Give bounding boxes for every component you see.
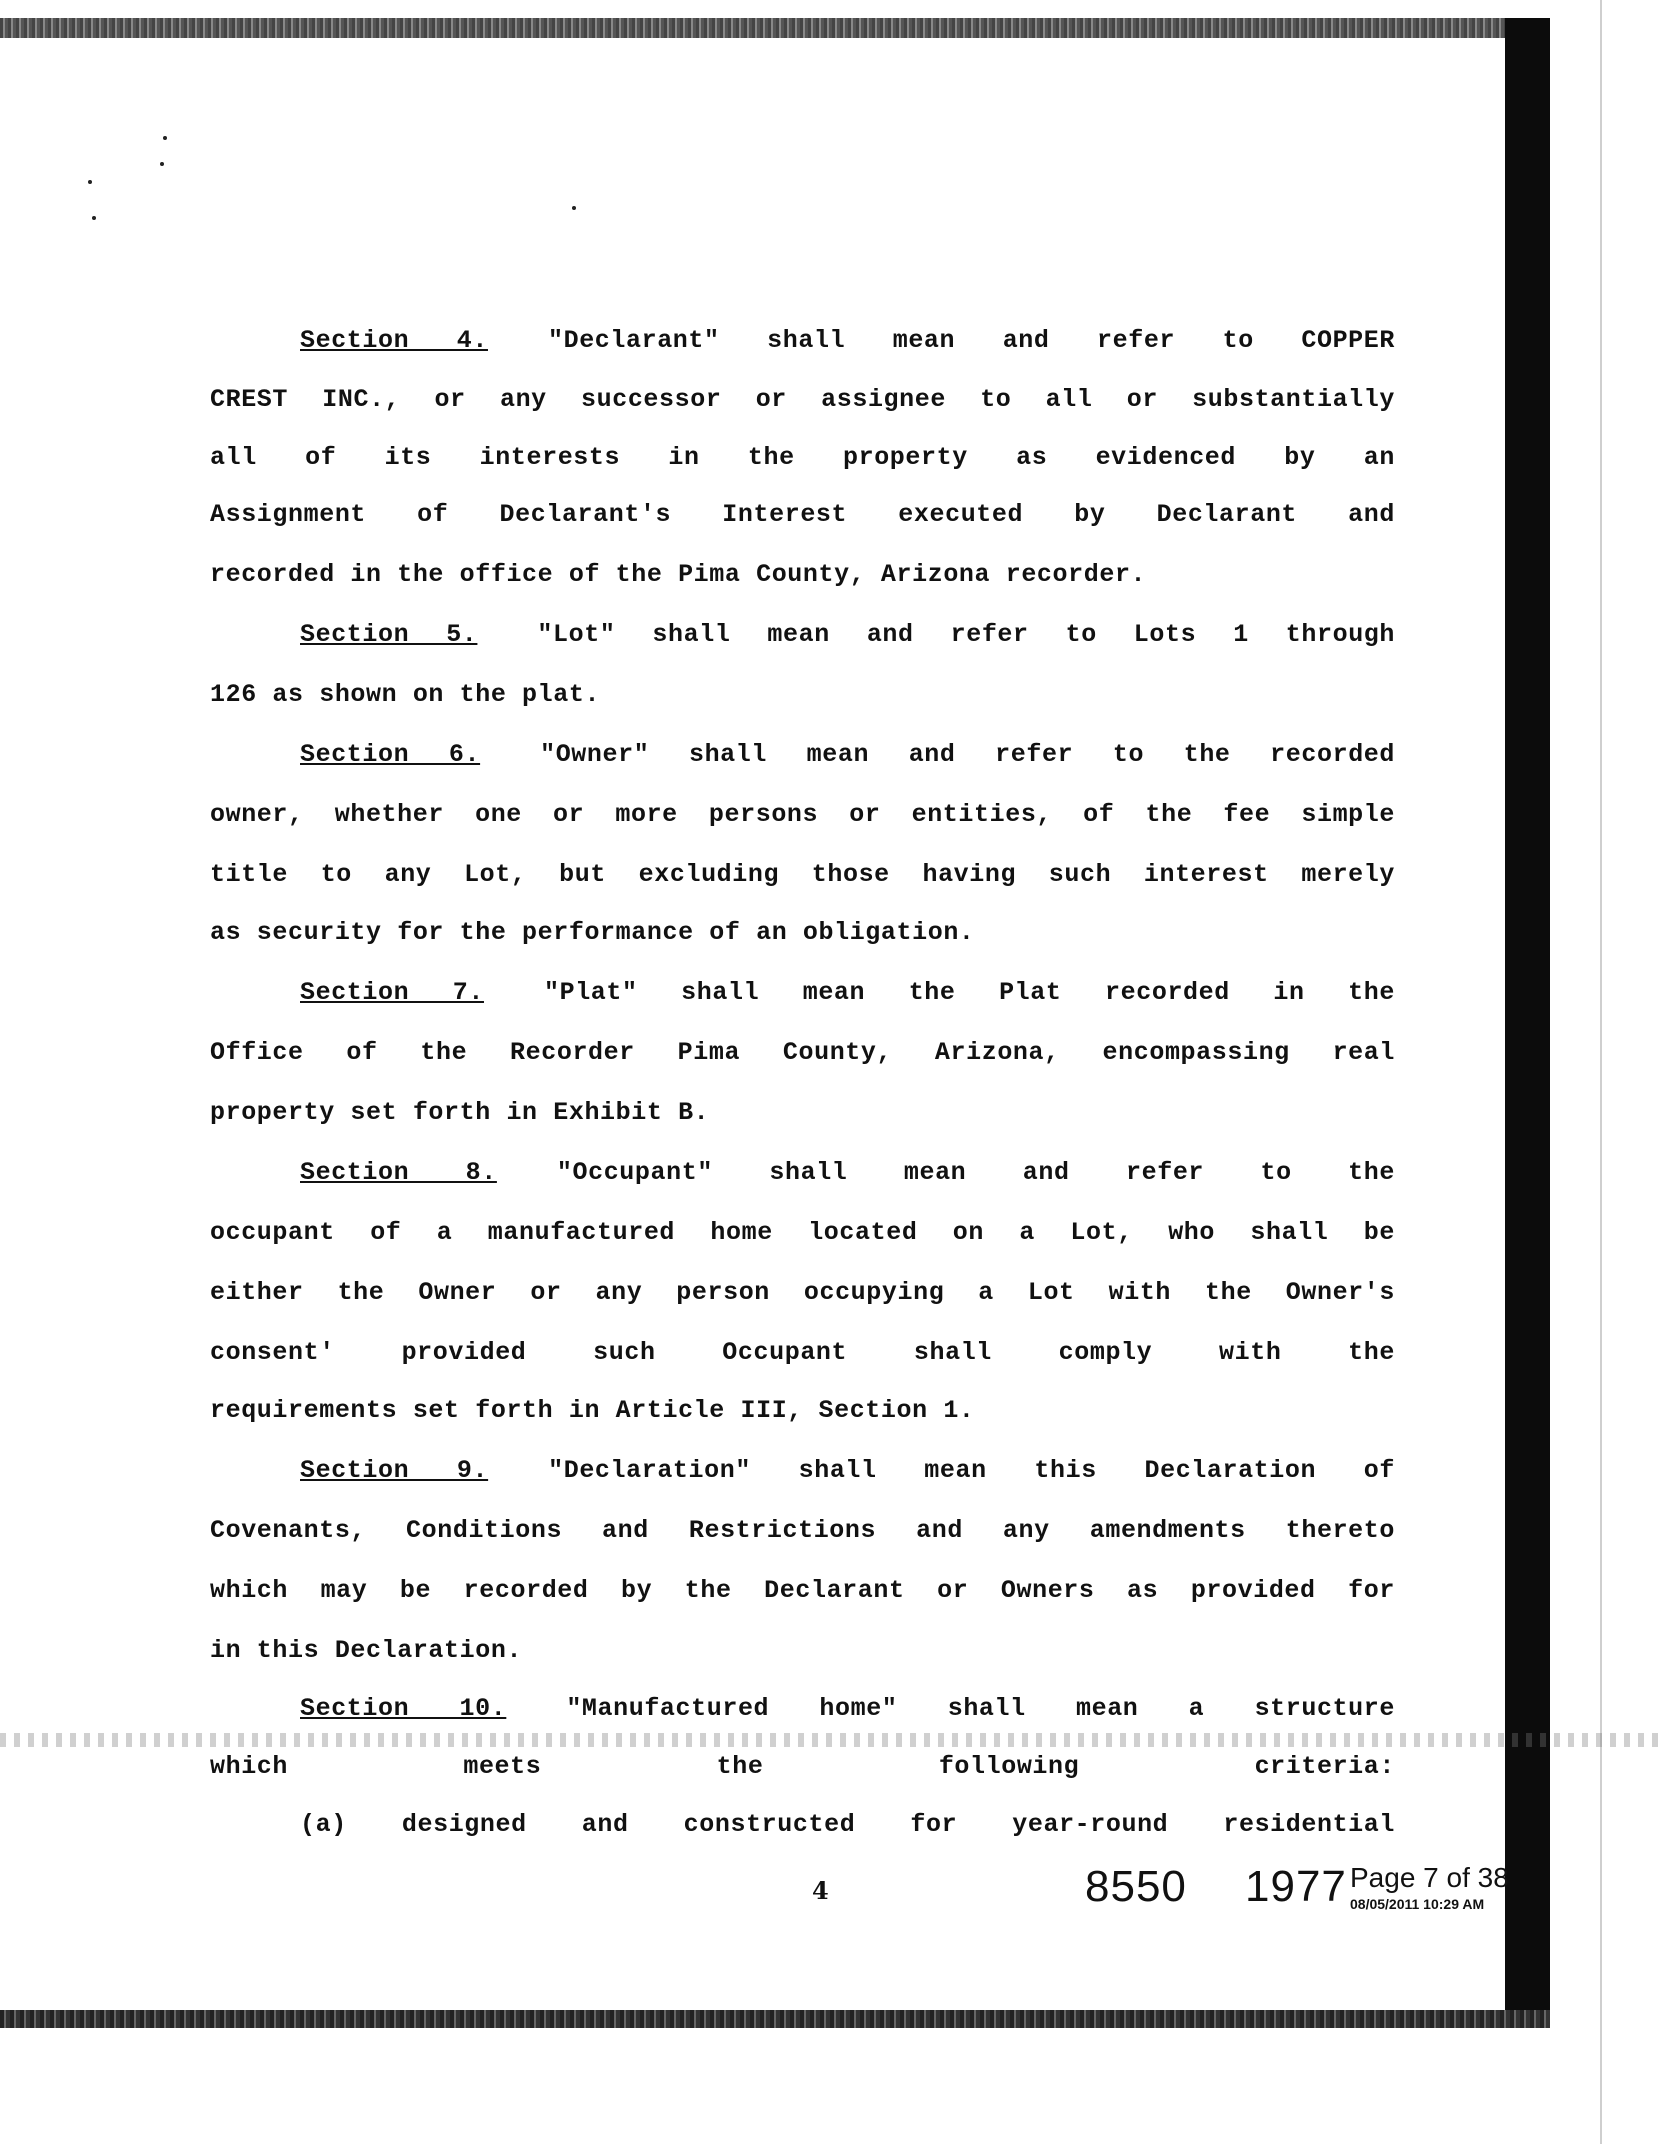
scan-border-bottom	[0, 2010, 1550, 2028]
section-label: Section 8.	[300, 1158, 497, 1187]
section-line	[210, 978, 1395, 1007]
section-text: (a) designed and constructed for year-round residential	[300, 1810, 1395, 1839]
section-line	[210, 740, 1395, 769]
section-text: consent' provided such Occupant shall comply with the	[210, 1338, 1395, 1367]
recording-page-number: 1977	[1245, 1862, 1347, 1911]
section-text: occupant of a manufactured home located on a Lot, who shall be	[210, 1218, 1395, 1247]
recording-timestamp: 08/05/2011 10:29 AM	[1350, 1896, 1485, 1912]
section-line	[210, 1810, 1395, 1839]
section-text: all of its interests in the property as evidenced by an	[210, 443, 1395, 472]
section-text: property set forth in Exhibit B.	[210, 1098, 710, 1127]
section-text: title to any Lot, but excluding those having such interest merely	[210, 860, 1395, 889]
section-text: Office of the Recorder Pima County, Arizona, encompassing real	[210, 1038, 1395, 1067]
recording-book-number: 8550	[1085, 1862, 1187, 1911]
section-label: Section 9.	[300, 1456, 489, 1485]
scan-speck	[572, 206, 576, 210]
section-line	[210, 560, 1395, 589]
scan-speck	[163, 136, 167, 140]
section-text: requirements set forth in Article III, Section 1.	[210, 1396, 975, 1425]
section-line	[210, 500, 1395, 529]
section-line	[210, 1694, 1395, 1723]
section-text: as security for the performance of an obligation.	[210, 918, 975, 947]
section-text: either the Owner or any person occupying a Lot with the Owner's	[210, 1278, 1395, 1307]
section-line	[210, 1218, 1395, 1247]
section-label: Section 5.	[300, 620, 478, 649]
scan-border-top	[0, 18, 1520, 38]
section-line	[210, 800, 1395, 829]
section-line	[210, 680, 1395, 709]
section-text: "Owner" shall mean and refer to the recorded	[540, 740, 1395, 769]
section-text: Assignment of Declarant's Interest executed by Declarant and	[210, 500, 1395, 529]
section-text: Covenants, Conditions and Restrictions and any amendments thereto	[210, 1516, 1395, 1545]
section-line	[210, 1278, 1395, 1307]
section-line	[210, 443, 1395, 472]
section-label: Section 10.	[300, 1694, 507, 1723]
page-of-count: Page 7 of 38	[1350, 1862, 1509, 1893]
scan-speck	[88, 180, 92, 184]
scan-edge-line	[1600, 0, 1602, 2144]
section-line	[210, 326, 1395, 355]
section-line	[210, 620, 1395, 649]
section-line	[210, 1752, 1395, 1781]
page-number: 4	[812, 1876, 829, 1905]
section-line	[210, 1098, 1395, 1127]
section-line	[210, 1338, 1395, 1367]
section-text: owner, whether one or more persons or entities, of the fee simple	[210, 800, 1395, 829]
section-text: which may be recorded by the Declarant or Owners as provided for	[210, 1576, 1395, 1605]
section-line	[210, 1636, 1395, 1665]
section-label: Section 6.	[300, 740, 481, 769]
section-line	[210, 1038, 1395, 1067]
section-line	[210, 1456, 1395, 1485]
section-text: which meets the following criteria:	[210, 1752, 1395, 1781]
section-label: Section 7.	[300, 978, 484, 1007]
section-line	[210, 918, 1395, 947]
section-text: "Manufactured home" shall mean a structure	[566, 1694, 1395, 1723]
scan-border-right	[1505, 18, 1550, 2018]
section-text: in this Declaration.	[210, 1636, 523, 1665]
section-text: CREST INC., or any successor or assignee to all or substantially	[210, 385, 1395, 414]
section-text: "Occupant" shall mean and refer to the	[556, 1158, 1395, 1187]
section-text: "Plat" shall mean the Plat recorded in the	[543, 978, 1395, 1007]
section-line	[210, 860, 1395, 889]
section-line	[210, 1158, 1395, 1187]
scan-artifact-band	[0, 1733, 1664, 1747]
scan-speck	[92, 216, 96, 220]
scan-speck	[160, 162, 164, 166]
section-line	[210, 1396, 1395, 1425]
section-label: Section 4.	[300, 326, 488, 355]
section-text: recorded in the office of the Pima County, Arizona recorder.	[210, 560, 1147, 589]
section-text: "Lot" shall mean and refer to Lots 1 through	[537, 620, 1395, 649]
section-line	[210, 1576, 1395, 1605]
section-text: "Declaration" shall mean this Declaration of	[548, 1456, 1395, 1485]
section-text: "Declarant" shall mean and refer to COPPER	[547, 326, 1395, 355]
section-line	[210, 1516, 1395, 1545]
section-text: 126 as shown on the plat.	[210, 680, 601, 709]
section-line	[210, 385, 1395, 414]
